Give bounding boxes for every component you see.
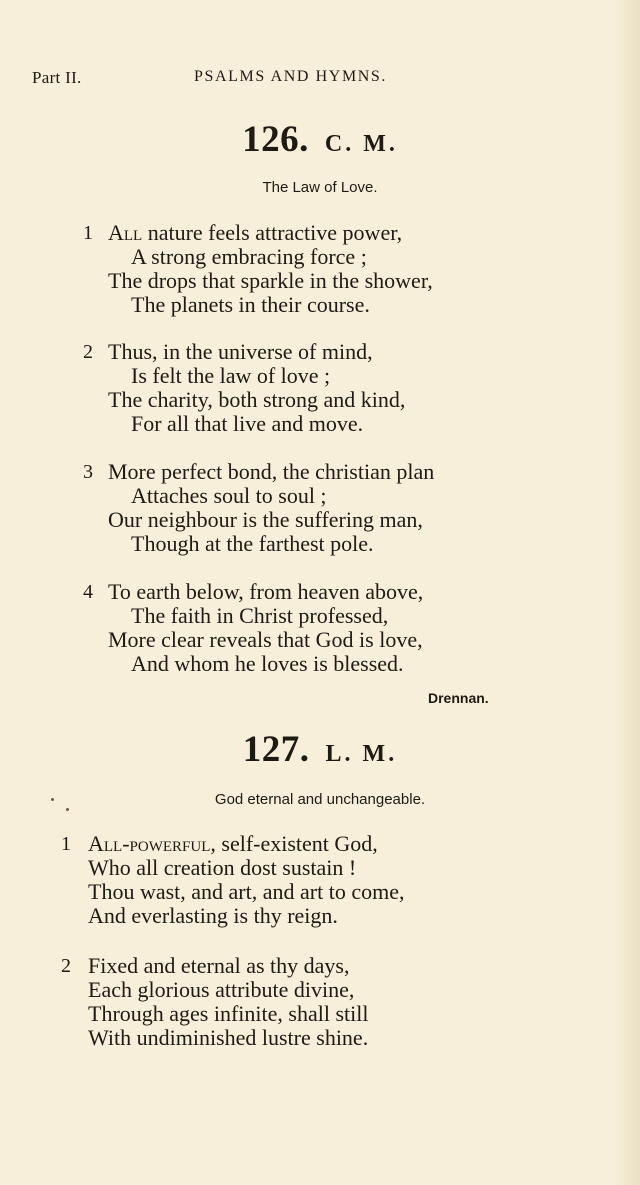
verse-line-rest: , self-existent God, [210, 831, 378, 856]
page-edge-shadow [614, 0, 640, 1185]
hymn-127-subtitle: God eternal and unchangeable. [214, 791, 426, 808]
verse-number: 1 [61, 833, 71, 855]
running-head [0, 68, 640, 92]
verse-line [108, 221, 402, 245]
verse-line: And whom he loves is blessed. [131, 651, 404, 676]
verse-line: A strong embracing force ; [131, 244, 367, 269]
hymn-meter: C. M. [324, 131, 398, 157]
verse-line: Attaches soul to soul ; [131, 483, 327, 508]
verse-number: 2 [83, 341, 93, 363]
verse-line: The charity, both strong and kind, [108, 387, 406, 412]
verse-line: The faith in Christ professed, [131, 603, 389, 628]
ink-speck [66, 808, 69, 811]
verse-line: Thus, in the universe of mind, [108, 339, 373, 364]
hymn-number: 127. [242, 729, 310, 770]
hymn-126-author: Drennan. [428, 690, 489, 706]
hymn-127-heading [0, 728, 640, 771]
verse-line: To earth below, from heaven above, [108, 579, 424, 604]
verse-number: 4 [83, 581, 93, 603]
verse-line [88, 832, 378, 856]
verse-line: Thou wast, and art, and art to come, [88, 879, 405, 904]
verse-line: With undiminished lustre shine. [88, 1025, 369, 1050]
hymn-number: 126. [242, 119, 309, 160]
verse-line: Through ages infinite, shall still [88, 1001, 369, 1026]
verse-first-word: All-powerful [88, 831, 211, 856]
hymn-meter: L. M. [325, 741, 398, 767]
verse-line: Though at the farthest pole. [131, 531, 374, 556]
verse-first-word: All [108, 220, 143, 245]
ink-speck [51, 798, 54, 801]
book-title: PSALMS AND HYMNS. [194, 68, 388, 85]
part-label: Part II. [32, 68, 82, 87]
hymn-126-heading [0, 118, 640, 161]
verse-line: Is felt the law of love ; [131, 363, 331, 388]
verse-number: 3 [83, 461, 93, 483]
verse-line: More clear reveals that God is love, [108, 627, 423, 652]
verse-line: Each glorious attribute divine, [88, 977, 355, 1002]
verse-line: Fixed and eternal as thy days, [88, 953, 350, 978]
verse-line-rest: nature feels attractive power, [142, 220, 403, 245]
verse-number: 2 [61, 955, 71, 977]
hymn-126-subtitle: The Law of Love. [262, 179, 378, 196]
verse-line: The drops that sparkle in the shower, [108, 268, 433, 293]
verse-line: Who all creation dost sustain ! [88, 855, 357, 880]
verse-line: For all that live and move. [131, 411, 364, 436]
verse-line: More perfect bond, the christian plan [108, 459, 435, 484]
verse-number: 1 [83, 222, 93, 244]
verse-line: The planets in their course. [131, 292, 370, 317]
verse-line: Our neighbour is the suffering man, [108, 507, 423, 532]
verse-line: And everlasting is thy reign. [88, 903, 338, 928]
